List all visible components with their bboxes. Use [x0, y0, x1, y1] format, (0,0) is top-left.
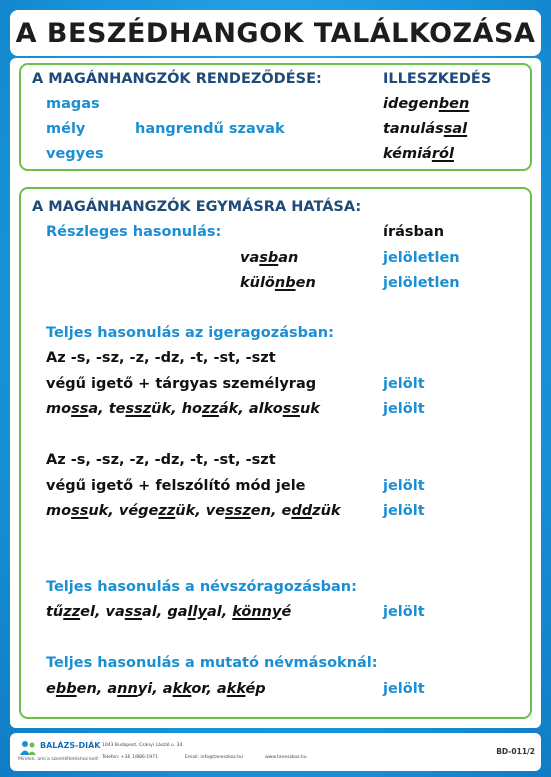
endings-1: Az -s, -sz, -z, -dz, -t, -st, -szt — [46, 350, 276, 366]
item-magas: magas — [46, 96, 100, 112]
footer — [10, 733, 541, 771]
partial-heading: Részleges hasonulás: — [46, 224, 222, 240]
example-tanulassal: tanulással — [383, 121, 468, 137]
example-row-2: mossuk, végezzük, vesszen, eddzük — [46, 503, 341, 519]
marked-5: jelölt — [383, 604, 425, 620]
brand-logo: BALÁZS-DIÁK — [40, 741, 101, 750]
written-label: írásban — [383, 224, 445, 240]
title-banner — [10, 10, 541, 56]
middle-label: hangrendű szavak — [135, 121, 285, 137]
example-row-3: tűzzel, vassal, gallyal, könnyé — [46, 604, 292, 620]
demo-heading: Teljes hasonulás a mutató névmásoknál: — [46, 655, 378, 671]
example-row-1: mossa, tesszük, hozzák, alkossuk — [46, 401, 320, 417]
section1-right-heading: ILLESZKEDÉS — [383, 71, 492, 87]
section2-heading: A MAGÁNHANGZÓK EGYMÁSRA HATÁSA: — [32, 199, 362, 215]
example-row-4: ebben, annyi, akkor, akkép — [46, 681, 266, 697]
example-kemiarol: kémiáról — [383, 146, 454, 162]
unmarked-2: jelöletlen — [383, 275, 460, 291]
marked-6: jelölt — [383, 681, 425, 697]
phone: Telefon: +36 1/886-1971 — [102, 755, 158, 760]
object-line: végű igető + tárgyas személyrag — [46, 376, 317, 392]
unmarked-1: jelöletlen — [383, 250, 460, 266]
marked-1: jelölt — [383, 376, 425, 392]
verb-heading: Teljes hasonulás az igeragozásban: — [46, 325, 334, 341]
page-title: A BESZÉDHANGOK TALÁLKOZÁSA — [15, 17, 536, 49]
address: 1043 Budapest, Csányi László u. 34. — [102, 743, 184, 748]
marked-3: jelölt — [383, 478, 425, 494]
email: Email: info@taneszkoz.hu — [185, 755, 243, 760]
item-mely: mély — [46, 121, 86, 137]
word-vasban: vasban — [240, 250, 299, 266]
marked-4: jelölt — [383, 503, 425, 519]
example-idegenben: idegenben — [383, 96, 470, 112]
slogan: Minden, ami a szemléltetéshez kell! — [18, 757, 99, 762]
word-kulonben: különben — [240, 275, 316, 291]
marked-2: jelölt — [383, 401, 425, 417]
product-code: BD-011/2 — [496, 747, 535, 756]
imperative-line: végű igető + felszólító mód jele — [46, 478, 306, 494]
website: www.taneszkoz.hu — [265, 755, 307, 760]
postp-heading: Teljes hasonulás a névszóragozásban: — [46, 579, 357, 595]
section1-heading: A MAGÁNHANGZÓK RENDEZŐDÉSE: — [32, 71, 322, 87]
endings-2: Az -s, -sz, -z, -dz, -t, -st, -szt — [46, 452, 276, 468]
item-vegyes: vegyes — [46, 146, 104, 162]
